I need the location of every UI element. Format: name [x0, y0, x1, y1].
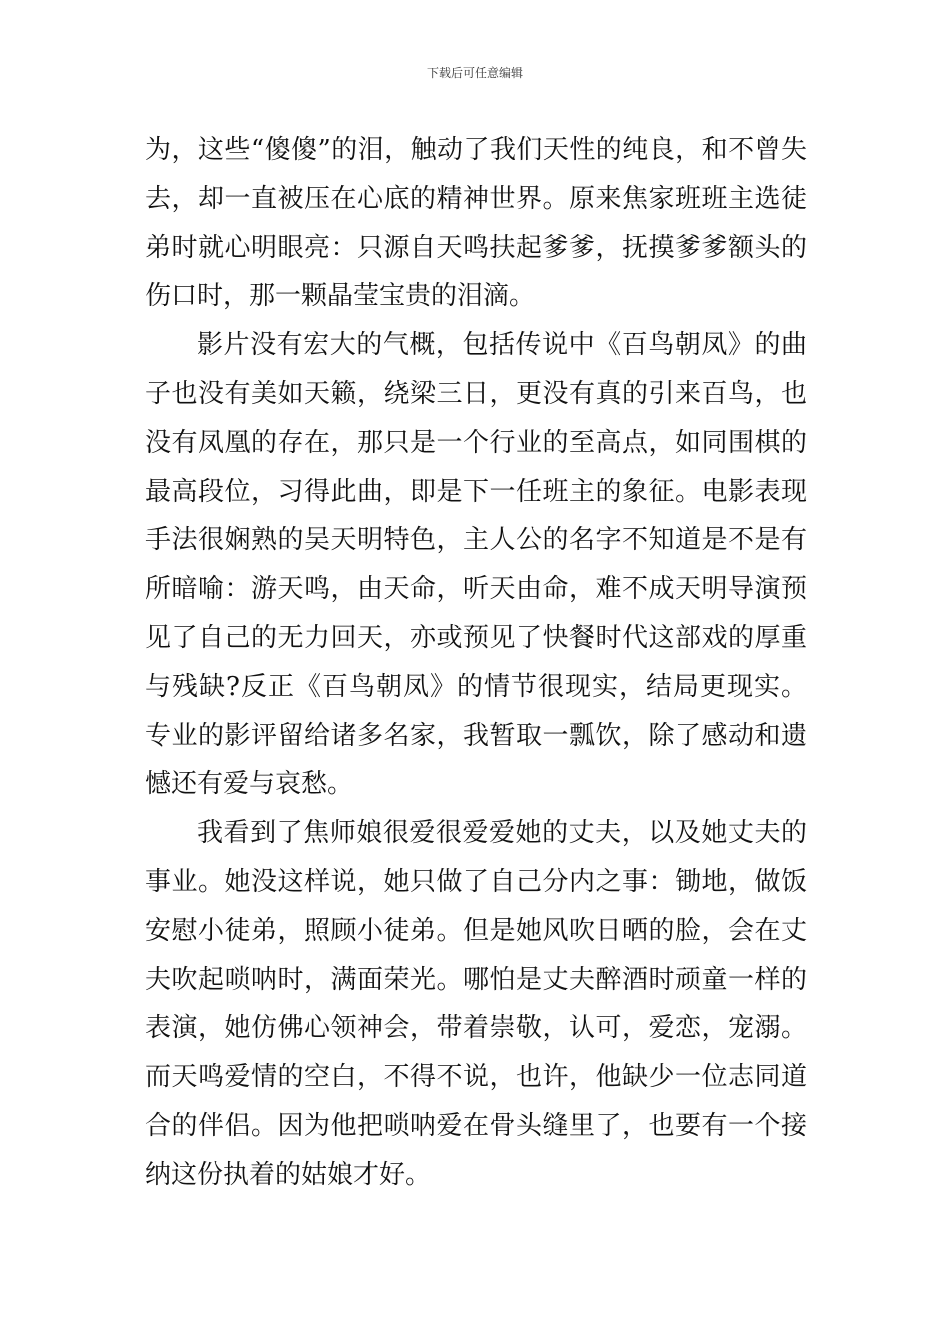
body-text [145, 126, 807, 1200]
page-header-note: 下载后可任意编辑 [426, 66, 523, 80]
paragraph-3: 我看到了焦师娘很爱很爱爱她的丈夫，以及她丈夫的事业。她没这样说，她只做了自己分内之事：锄地，做饭安慰小徒弟，照顾小徒弟。但是她风吹日晒的脸，会在丈夫吹起唢呐时，满面荣光。哪怕是丈夫醉酒时顽童一样的表演，她仿佛心领神会，带着崇敬，认可，爱恋，宠溺。而天鸣爱情的空白，不得不说，也许，他缺少一位志同道合的伴侣。因为他把唢呐爱在骨头缝里了，也要有一个接纳这份执着的姑娘才好。 [145, 818, 807, 1190]
paragraph-2: 影片没有宏大的气概，包括传说中《百鸟朝凤》的曲子也没有美如天籁，绕梁三日，更没有真的引来百鸟，也没有凤凰的存在，那只是一个行业的至高点，如同围棋的最高段位，习得此曲，即是下一任班主的象征。电影表现手法很娴熟的吴天明特色，主人公的名字不知道是不是有所暗喻：游天鸣，由天命，听天由命，难不成天明导演预见了自己的无力回天，亦或预见了快餐时代这部戏的厚重与残缺?反正《百鸟朝凤》的情节很现实，结局更现实。专业的影评留给诸多名家，我暂取一瓢饮，除了感动和遗憾还有爱与哀愁。 [145, 330, 807, 800]
paragraph-1: 为，这些“傻傻”的泪，触动了我们天性的纯良，和不曾失去，却一直被压在心底的精神世界。原来焦家班班主选徒弟时就心明眼亮：只源自天鸣扶起爹爹，抚摸爹爹额头的伤口时，那一颗晶莹宝贵的泪滴。 [145, 135, 807, 312]
